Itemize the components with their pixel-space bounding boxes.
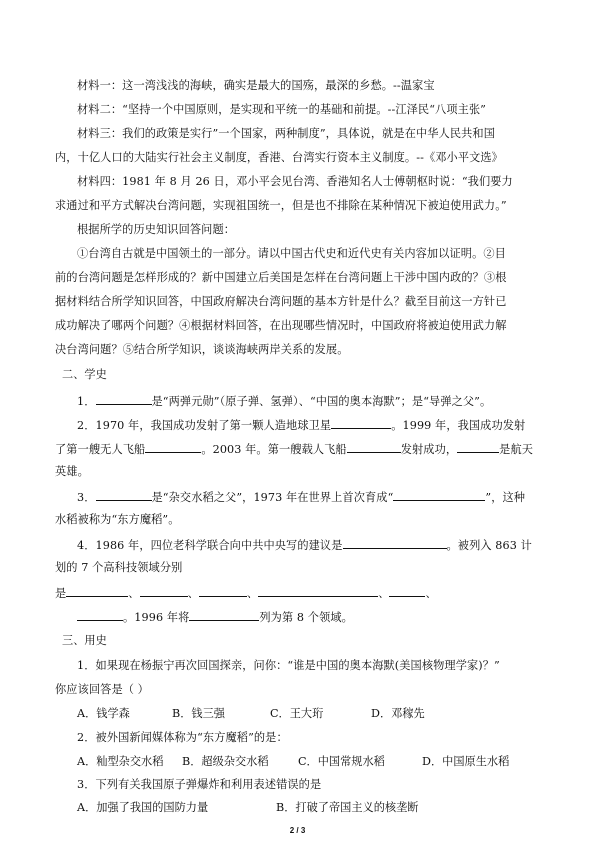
answer-blank[interactable] bbox=[389, 585, 425, 597]
q-text: 发射成功， bbox=[400, 443, 458, 456]
q-text: 是“两弹元勋”（原子弹、氢弹）、“中国的奥本海默”；是“导弹之父”。 bbox=[151, 395, 492, 408]
material-4-line-1: 材料四：1981 年 8 月 26 日，邓小平会见台湾、香港知名人士傅朝枢时说：“我们要力 bbox=[77, 175, 513, 188]
sec3-q1-option-b[interactable]: B．钱三强 bbox=[172, 707, 225, 720]
q-text: ”，这种 bbox=[485, 491, 526, 504]
answer-blank[interactable] bbox=[96, 393, 152, 405]
sec3-q2-option-c[interactable]: C．中国常规水稻 bbox=[298, 755, 385, 768]
q-number: 3． bbox=[77, 491, 96, 504]
sec2-q2-line-3: 英雄。 bbox=[55, 465, 89, 478]
answer-blank[interactable] bbox=[140, 585, 188, 597]
material-1: 材料一：这一湾浅浅的海峡，确实是最大的国殇，最深的乡愁。--温家宝 bbox=[77, 79, 435, 92]
separator: 、 bbox=[378, 587, 390, 600]
sec3-q3-option-b[interactable]: B．打破了帝国主义的核垄断 bbox=[276, 801, 419, 814]
answer-blank[interactable] bbox=[77, 609, 123, 621]
q-text: 。1999 年，我国成功发射 bbox=[391, 419, 526, 432]
sec3-q2-option-b[interactable]: B．超级杂交水稻 bbox=[182, 755, 269, 768]
answer-blank[interactable] bbox=[145, 441, 201, 453]
q-text: 是航天 bbox=[499, 443, 534, 456]
sec3-q1-line-1: 1．如果现在杨振宁再次回国探亲，问你：“谁是中国的奥本海默(美国核物理学家)？” bbox=[77, 659, 500, 672]
section-3-title: 三、用史 bbox=[62, 634, 107, 647]
q-text: 。被列入 863 计 bbox=[446, 539, 532, 552]
question-line-2: 前的台湾问题是怎样形成的？新中国建立后美国是怎样在台湾问题上干涉中国内政的？③根 bbox=[55, 271, 507, 284]
q-text: 2．1970 年，我国成功发射了第一颗人造地球卫星 bbox=[77, 419, 332, 432]
q-number: 1． bbox=[77, 395, 96, 408]
material-2: 材料二：“坚持一个中国原则，是实现和平统一的基础和前提。--江泽民“八项主张” bbox=[77, 103, 486, 116]
answer-blank[interactable] bbox=[258, 585, 378, 597]
q-text: 4．1986 年，四位老科学联合向中共中央写的建议是 bbox=[77, 539, 343, 552]
answer-blank[interactable] bbox=[331, 417, 391, 429]
answer-blank[interactable] bbox=[343, 537, 447, 549]
sec3-q1-line-2: 你应该回答是（ ） bbox=[55, 683, 149, 696]
answer-blank[interactable] bbox=[457, 441, 499, 453]
sec2-q2-line-2 bbox=[55, 441, 533, 457]
question-line-3: 据材料结合所学知识回答，中国政府解决台湾问题的基本方针是什么？截至目前这一方针已 bbox=[55, 295, 507, 308]
sec3-q2-option-a[interactable]: A．籼型杂交水稻 bbox=[77, 755, 164, 768]
question-prompt: 根据所学的历史知识回答问题： bbox=[77, 223, 236, 236]
sec3-q1-option-d[interactable]: D．邓稼先 bbox=[371, 707, 425, 720]
answer-blank[interactable] bbox=[189, 609, 259, 621]
sec2-q4-line-1 bbox=[77, 537, 532, 553]
sec3-q1-option-c[interactable]: C．王大珩 bbox=[270, 707, 324, 720]
section-2-title: 二、学史 bbox=[62, 368, 107, 381]
sec2-q4-line-3 bbox=[55, 585, 437, 601]
sec2-q4-line-2: 划的 7 个高科技领域分别 bbox=[55, 561, 183, 574]
q-text: 。1996 年将 bbox=[123, 611, 190, 624]
page-number: 2 / 3 bbox=[289, 826, 306, 835]
sec3-q1-option-a[interactable]: A．钱学森 bbox=[77, 707, 130, 720]
material-3-line-1: 材料三：我们的政策是实行”一个国家，两种制度”，具体说，就是在中华人民共和国 bbox=[77, 127, 495, 140]
material-4-line-2: 求通过和平方式解决台湾问题，实现祖国统一，但是也不排除在某种情况下被迫使用武力。” bbox=[55, 199, 507, 212]
answer-blank[interactable] bbox=[199, 585, 247, 597]
q-text: 是 bbox=[55, 587, 67, 600]
q-text: 。2003 年。第一艘载人飞船 bbox=[201, 443, 347, 456]
question-line-4: 成功解决了哪两个问题？④根据材料回答，在出现哪些情况时，中国政府将被迫使用武力解 bbox=[55, 319, 507, 332]
answer-blank[interactable] bbox=[96, 489, 152, 501]
sec2-q1 bbox=[77, 393, 491, 409]
sec3-q2: 2．被外国新闻媒体称为“东方魔稻”的是： bbox=[77, 731, 288, 744]
q-text: 是“杂交水稻之父”，1973 年在世界上首次育成“ bbox=[151, 491, 394, 504]
q-text: 列为第 8 个领域。 bbox=[259, 611, 353, 624]
sec3-q3: 3．下列有关我国原子弹爆炸和利用表述错误的是 bbox=[77, 778, 322, 791]
separator: 、 bbox=[128, 587, 140, 600]
answer-blank[interactable] bbox=[393, 489, 485, 501]
answer-blank[interactable] bbox=[66, 585, 128, 597]
separator: 、 bbox=[187, 587, 199, 600]
sec2-q3-line-2: 水稻被称为“东方魔稻”。 bbox=[55, 513, 180, 526]
sec3-q3-option-a[interactable]: A．加强了我国的国防力量 bbox=[77, 801, 209, 814]
material-3-line-2: 内，十亿人口的大陆实行社会主义制度，香港、台湾实行资本主义制度。--《邓小平文选》 bbox=[55, 151, 503, 164]
sec2-q4-line-4 bbox=[77, 609, 353, 625]
separator: 、 bbox=[425, 587, 437, 600]
q-text: 了第一艘无人飞船 bbox=[55, 443, 146, 456]
question-line-5: 决台湾问题？⑤结合所学知识，谈谈海峡两岸关系的发展。 bbox=[55, 343, 349, 356]
answer-blank[interactable] bbox=[347, 441, 401, 453]
sec2-q2-line-1 bbox=[77, 417, 525, 433]
separator: 、 bbox=[246, 587, 259, 600]
sec3-q2-option-d[interactable]: D．中国原生水稻 bbox=[422, 755, 510, 768]
question-line-1: ①台湾自古就是中国领土的一部分。请以中国古代史和近代史有关内容加以证明。②目 bbox=[77, 247, 506, 260]
sec2-q3-line-1 bbox=[77, 489, 525, 505]
